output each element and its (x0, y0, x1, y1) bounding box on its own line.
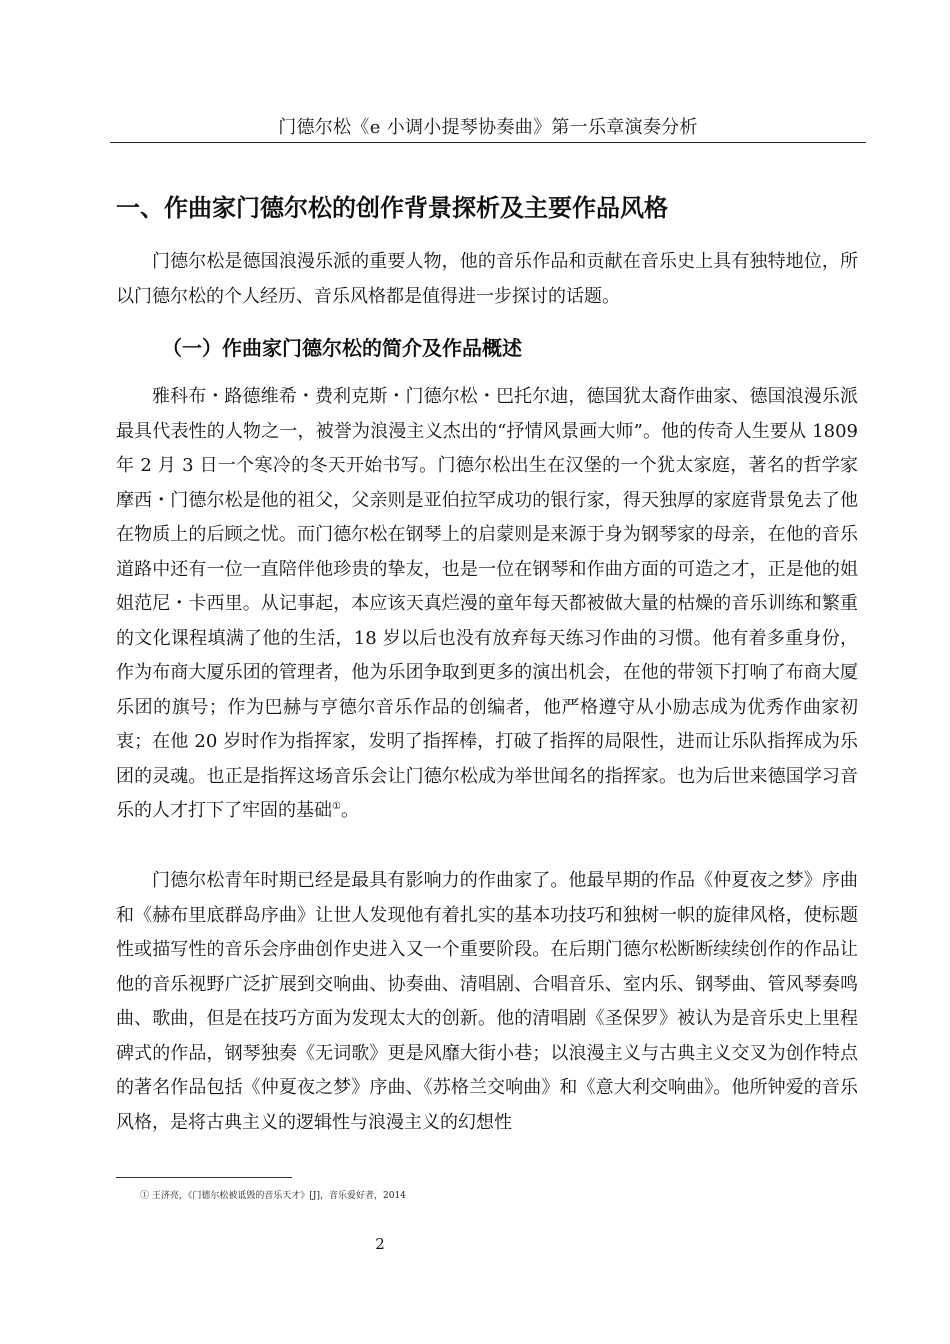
biography-text-end: 。 (340, 800, 359, 821)
biography-text: 雅科布・路德维希・费利克斯・门德尔松・巴托尔迪，德国犹太裔作曲家、德国浪漫乐派最具代表性的人物之一，被誉为浪漫主义杰出的“抒情风景画大师”。他的传奇人生要从 1809 年 2 月 3 日一个寒冷的冬天开始书写。门德尔松出生在汉堡的一个犹太家庭，著名的哲学家摩西・门德尔松是他的祖父，父亲则是亚伯拉罕成功的银行家，得天独厚的家庭背景免去了他在物质上的后顾之忧。而门德尔松在钢琴上的启蒙则是来源于身为钢琴家的母亲，在他的音乐道路中还有一位一直陪伴他珍贵的挚友，也是一位在钢琴和作曲方面的可造之才，正是他的姐姐范尼・卡西里。从记事起，本应该天真烂漫的童年每天都被做大量的枯燥的音乐训练和繁重的文化课程填满了他的生活，18 岁以后也没有放弃每天练习作曲的习惯。他有着多重身份，作为布商大厦乐团的管理者，他为乐团争取到更多的演出机会，在他的带领下打响了布商大厦乐团的旗号；作为巴赫与亨德尔音乐作品的创编者，他严格遵守从小励志成为优秀作曲家初衷；在他 20 岁时作为指挥家，发明了指挥棒，打破了指挥的局限性，进而让乐队指挥成为乐团的灵魂。也正是指挥这场音乐会让门德尔松成为举世闻名的指挥家。也为后世来德国学习音乐的人才打下了牢固的基础 (116, 386, 858, 821)
header-rule (110, 142, 866, 143)
works-paragraph: 门德尔松青年时期已经是最具有影响力的作曲家了。他最早期的作品《仲夏夜之梦》序曲和《赫布里底群岛序曲》让世人发现他有着扎实的基本功技巧和独树一帜的旋律风格，使标题性或描写性的音乐会序曲创作史进入又一个重要阶段。在后期门德尔松断断续续创作的作品让他的音乐视野广泛扩展到交响曲、协奏曲、清唱剧、合唱音乐、室内乐、钢琴曲、管风琴奏鸣曲、歌曲，但是在技巧方面为发现太大的创新。他的清唱剧《圣保罗》被认为是音乐史上里程碑式的作品，钢琴独奏《无词歌》更是风靡大街小巷；以浪漫主义与古典主义交叉为创作特点的著名作品包括《仲夏夜之梦》序曲、《苏格兰交响曲》和《意大利交响曲》。他所钟爱的音乐风格，是将古典主义的逻辑性与浪漫主义的幻想性 (116, 870, 858, 1133)
section-title: 一、作曲家门德尔松的创作背景探析及主要作品风格 (116, 194, 668, 222)
page-number: 2 (375, 1235, 385, 1253)
subsection-title: （一）作曲家门德尔松的简介及作品概述 (162, 336, 522, 360)
biography-paragraph (116, 380, 858, 829)
footnote: ① 王济亮，《门德尔松被诋毁的音乐天才》[J]，音乐爱好者，2014 (140, 1191, 406, 1201)
footnote-rule (116, 1177, 292, 1178)
running-header: 门德尔松《e 小调小提琴协奏曲》第一乐章演奏分析 (278, 117, 698, 138)
intro-paragraph: 门德尔松是德国浪漫乐派的重要人物，他的音乐作品和贡献在音乐史上具有独特地位，所以门德尔松的个人经历、音乐风格都是值得进一步探讨的话题。 (116, 251, 858, 307)
footnote-marker[interactable]: ① (332, 801, 341, 812)
